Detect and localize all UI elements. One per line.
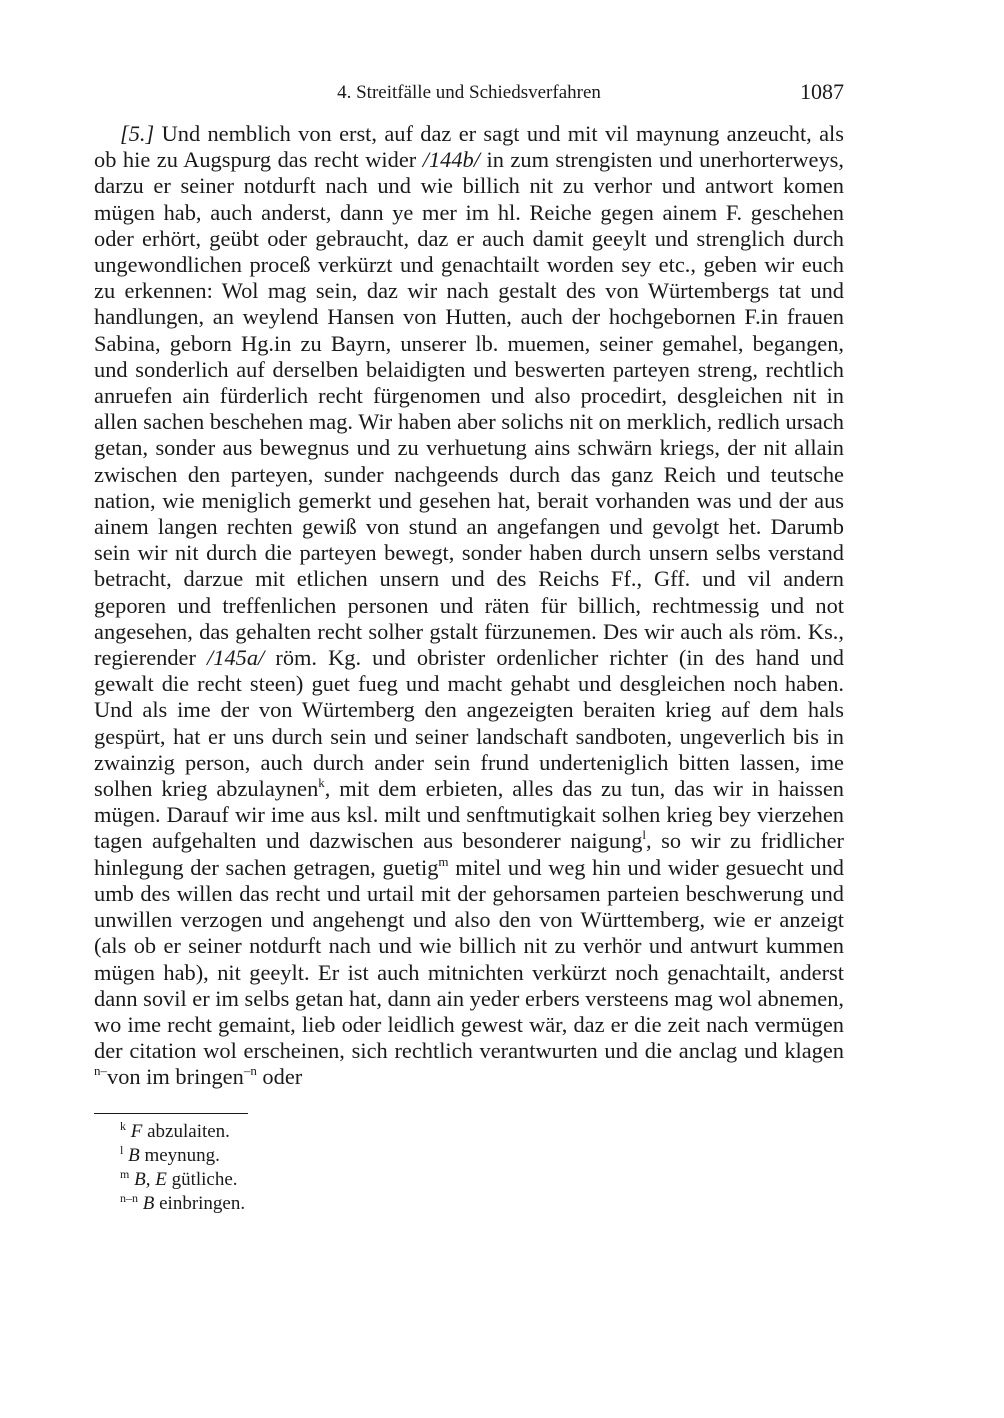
footnote-siglum: F [130, 1120, 143, 1142]
footnote-ref-k[interactable]: k [318, 775, 325, 791]
text-run: , mit dem erbieten, alles das zu tun, das wir in haissen mügen. Darauf wir ime aus ksl. milt und senftmutigkait solhen krieg bey vierzehen tagen aufgehalten und dazwischen aus besonderer naigung [94, 776, 844, 854]
footnote-ref-n-close[interactable]: –n [243, 1063, 257, 1079]
footnote-siglum: B [142, 1192, 155, 1214]
main-text [94, 121, 844, 1091]
footnote-siglum: B, E [134, 1168, 167, 1190]
footnote-rule [94, 1113, 248, 1114]
document-page [94, 80, 844, 1216]
footnote-n [120, 1192, 844, 1216]
footnote-k [120, 1120, 844, 1144]
text-run: Und nemblich von erst, auf daz er sagt und mit vil maynung anzeucht, als ob hie zu Augspurg das recht wider [94, 121, 844, 173]
footnote-ref-n-open[interactable]: n– [94, 1063, 107, 1079]
footnote-mark: k [120, 1118, 126, 1133]
footnote-m [120, 1168, 844, 1192]
paragraph-marker: [5.] [120, 121, 155, 146]
folio-marker: /145a/ [207, 645, 265, 671]
running-head [94, 80, 844, 106]
running-title: 4. Streitfälle und Schiedsverfahren [337, 82, 601, 103]
text-run: in zum strengisten und unerhorterweys, darzu er seiner notdurft nach und wie billich nit zu verhor und antwort komen mügen hab, auch anderst, dann ye mer im hl. Reiche gegen ainem F. geschehen oder erhört, geübt oder gebraucht, daz er auch damit geeylt und strenglich durch ungewondlichen proceß verkürzt und genachtailt worden sey etc., geben wir euch zu erkennen: Wol mag sein, daz wir nach gestalt des von Würtembergs tat und handlungen, an weylend Hansen von Hutten, auch der hochgebornen F.in frauen Sabina, geborn Hg.in zu Bayrn, unserer lb. muemen, seiner gemahel, begangen, und sonderlich auf derselben belaidigten und beswerten parteyen streng, rechtlich anruefen ain fürderlich recht fürgenomen und also procedirt, desgleichen nit in allen sachen beschehen mag. Wir haben aber solichs nit on merklich, redlich ursach getan, sonder aus bewegnus und zu verhuetung ains schwärn kriegs, der nit allain zwischen den parteyen, sunder nachgeends durch das ganz Reich und teutsche nation, wie meniglich gemerkt und gesehen hat, berait vorhanden was und der aus ainem langen rechten gewiß von stund an angefangen und gevolgt het. Darumb sein wir nit durch die parteyen bewegt, sonder haben durch unsern selbs verstand betracht, darzue mit etlichen unsern und des Reichs Ff., Gff. und vil andern geporen und treffenlichen personen und räten für billich, rechtmessig und not angesehen, das gehalten recht solher gstalt fürzunemen. Des wir auch als röm. Ks., regierender [94, 147, 844, 671]
footnote-ref-m[interactable]: m [438, 853, 449, 869]
footnote-mark: m [120, 1166, 130, 1181]
footnote-ref-l[interactable]: l [642, 827, 647, 843]
footnote-text: abzulaiten. [142, 1120, 230, 1142]
footnote-text: gütliche. [166, 1168, 238, 1190]
paragraph-5 [94, 121, 844, 1091]
text-run: von im bringen [107, 1064, 244, 1090]
footnotes [94, 1120, 844, 1216]
footnote-text: einbringen. [154, 1192, 246, 1214]
text-run: , so wir zu fridlicher hinlegung der sachen getragen, guetig [94, 828, 844, 880]
footnote-text: meynung. [139, 1144, 220, 1166]
footnote-mark: n–n [120, 1190, 138, 1205]
footnote-l [120, 1144, 844, 1168]
page-number: 1087 [800, 79, 844, 104]
text-run: röm. Kg. und obrister ordenlicher richter (in des hand und gewalt die recht steen) guet fueg und macht gehabt und desgleichen noch haben. Und als ime der von Würtemberg den angezeigten beraiten krieg auf dem hals gespürt, hat er uns durch sein und seiner landschaft sandboten, ungeverlich bis in zwainzig person, auch durch ander sein frund underteniglich bitten lassen, ime solhen krieg abzulaynen [94, 645, 845, 802]
text-run: mitel und weg hin und wider gesuecht und umb des willen das recht und urtail mit der gehorsamen parteien beschwerung und unwillen verzogen und angehengt und also den von Württemberg, wie er anzeigt (als ob er seiner notdurft nach und wie billich nit zu verhör und antwurt kummen mügen hab), nit geeylt. Er ist auch mitnichten verkürzt noch genachtailt, anderst dann sovil er im selbs getan hat, dann ain yeder erbers versteens mag wol abnemen, wo ime recht gemaint, lieb oder leidlich gewest wär, daz er die zeit nach vermügen der citation wol erscheinen, sich rechtlich verantwurten und die anclag und klagen [94, 854, 844, 1064]
folio-marker: /144b/ [422, 147, 480, 173]
footnote-mark: l [120, 1142, 124, 1157]
text-run: oder [256, 1064, 303, 1090]
footnote-siglum: B [128, 1144, 140, 1166]
